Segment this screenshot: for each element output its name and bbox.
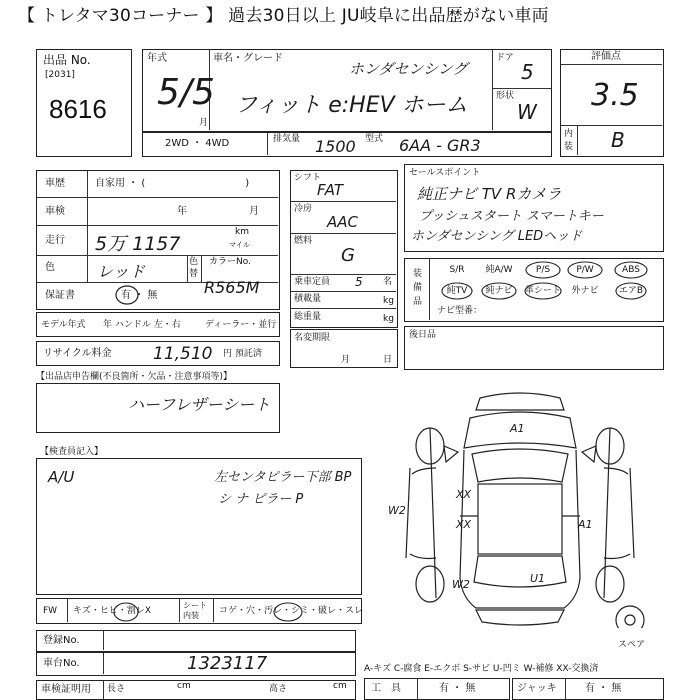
fw-seat-items: コゲ・穴・汚レ・シミ・破レ・スレ xyxy=(219,606,364,616)
shift-value: FAT xyxy=(317,181,344,199)
model-year-label: モデル年式 xyxy=(41,320,86,330)
rename-day: 日 xyxy=(383,355,393,365)
recycle-unit: 円 預託済 xyxy=(223,349,262,359)
cert-cm-2: cm xyxy=(333,681,347,691)
gross-unit: kg xyxy=(383,314,394,324)
later-docs-box xyxy=(404,326,664,370)
chassis-value: 1323117 xyxy=(187,653,268,674)
tools-label: 工 具 xyxy=(371,683,401,694)
spec-row xyxy=(142,132,552,157)
sales-points-box xyxy=(404,164,664,252)
tools-value: 有 ・ 無 xyxy=(439,683,476,694)
type-label: 型式 xyxy=(365,134,384,144)
mark-u1-bottom: U1 xyxy=(530,572,546,585)
equip-aw: 純A/W xyxy=(485,265,513,275)
warranty-value: 有 ・ 無 xyxy=(121,290,158,301)
lot-number: 8616 xyxy=(49,94,107,124)
chassis-label: 車台No. xyxy=(43,658,80,669)
ac-value: AAC xyxy=(327,213,358,231)
model-grade: ホンダセンシング xyxy=(349,60,468,78)
fw-seat-1: シート xyxy=(183,601,207,610)
doors-value: 5 xyxy=(521,60,534,84)
warranty-circle xyxy=(112,284,142,306)
interior-label-2: 装 xyxy=(564,142,574,152)
equip-ps: P/S xyxy=(535,265,551,275)
mileage-unit-km: km xyxy=(235,227,249,237)
registration-label: 登録No. xyxy=(43,635,80,646)
sales-point-2: プッシュスタート スマートキー xyxy=(419,209,604,224)
cert-cm-1: cm xyxy=(177,681,191,691)
recycle-value: 11,510 xyxy=(153,344,213,364)
inspector-line-1: 左センタピラー下部 BP xyxy=(214,470,352,485)
equip-ext-nav: 外ナビ xyxy=(571,286,599,296)
equipment-label-1: 装 xyxy=(413,269,423,279)
color-code-value: R565M xyxy=(204,278,260,297)
mileage-value: 5万 1157 xyxy=(95,233,181,255)
equip-airbag: エアB xyxy=(618,286,644,296)
equip-nav: 純ナビ xyxy=(485,286,513,296)
header-banner xyxy=(0,0,700,32)
cert-row xyxy=(36,680,356,700)
load-unit: kg xyxy=(383,296,394,306)
damage-legend: A-キズ C-腐食 E-エクボ S-サビ U-凹ミ W-補修 XX-交換済 xyxy=(364,664,599,674)
rename-label: 名変期限 xyxy=(294,333,331,343)
history-value: 自家用 ・ ( ) xyxy=(95,178,250,189)
recycle-row xyxy=(36,341,280,366)
color-swap-2: 替 xyxy=(189,269,199,279)
jack-row xyxy=(512,678,664,700)
model-year-row xyxy=(36,312,280,337)
score-value: 3.5 xyxy=(591,78,639,113)
mark-w2-bottom: W2 xyxy=(452,578,470,591)
inspector-line-2: シ ナ ピラー P xyxy=(218,492,304,507)
vehicle-box xyxy=(142,49,552,132)
ac-label: 冷房 xyxy=(294,204,313,214)
color-swap-1: 色 xyxy=(189,257,199,267)
inspector-label: 【検査員記入】 xyxy=(40,447,104,457)
equipment-label-3: 品 xyxy=(413,297,423,307)
equipment-box xyxy=(404,258,664,322)
model-name: フィット e:HEV ホーム xyxy=(235,93,468,118)
model-year-dealer: ディーラー・並行 xyxy=(205,320,277,330)
header-title: 【 トレタマ30コーナー 】 過去30日以上 JU岐阜に出品歴がない車両 xyxy=(18,6,549,26)
seller-notes-value: ハーフレザーシート xyxy=(128,395,271,414)
capacity-value: 5 xyxy=(355,275,363,289)
jack-value: 有 ・ 無 xyxy=(585,683,622,694)
mileage-label: 走行 xyxy=(45,235,65,246)
mark-a1-right: A1 xyxy=(578,518,593,531)
year-unit: 月 xyxy=(199,118,209,128)
type-value: 6AA - GR3 xyxy=(399,136,481,155)
warranty-label: 保証書 xyxy=(45,290,75,301)
fw-seat-circle xyxy=(270,600,310,624)
drive-label: 2WD ・ 4WD xyxy=(165,138,230,149)
interior-value: B xyxy=(611,128,625,152)
fw-label: FW xyxy=(43,606,58,616)
mark-w2-left: W2 xyxy=(388,504,406,517)
model-label: 車名・グレード xyxy=(213,53,283,64)
shape-label: 形状 xyxy=(496,91,515,101)
model-year-handle: 年 ハンドル 左・右 xyxy=(103,320,181,330)
score-label: 評価点 xyxy=(591,51,621,62)
color-label: 色 xyxy=(45,262,55,273)
inspection-year: 年 xyxy=(177,206,187,217)
fuel-value: G xyxy=(341,245,355,266)
gross-label: 総重量 xyxy=(294,312,322,322)
capacity-unit: 名 xyxy=(383,277,393,287)
equip-nav-model: ナビ型番： xyxy=(437,306,483,316)
equip-abs: ABS xyxy=(622,265,640,275)
cert-height: 高さ xyxy=(269,684,288,694)
mileage-unit-mile: マイル xyxy=(229,241,250,249)
sales-point-3: ホンダセンシング LEDヘッド xyxy=(411,229,583,244)
cert-label: 車検証明用 xyxy=(41,684,91,695)
interior-label-1: 内 xyxy=(564,129,574,139)
cert-length: 長さ xyxy=(107,684,126,694)
registration-row xyxy=(36,630,356,652)
mid-info-table xyxy=(290,170,398,328)
rename-month: 月 xyxy=(341,355,351,365)
mark-xx-2: XX xyxy=(456,518,472,531)
capacity-label: 乗車定員 xyxy=(294,277,331,287)
sales-point-1: 純正ナビ TV Rカメラ xyxy=(417,185,562,203)
inspection-month: 月 xyxy=(249,206,259,217)
equip-leather: 革シート xyxy=(524,286,561,296)
equip-tv: 純TV xyxy=(446,286,468,296)
year-label: 年式 xyxy=(147,53,167,64)
rename-box xyxy=(290,329,398,368)
later-docs-label: 後日品 xyxy=(409,330,437,340)
displacement-label: 排気量 xyxy=(273,134,301,144)
shift-label: シフト xyxy=(294,173,322,183)
fw-circles xyxy=(104,600,264,624)
spare-label: スペア xyxy=(618,640,646,650)
history-label: 車歴 xyxy=(45,178,65,189)
equipment-circles xyxy=(405,259,663,319)
sales-points-label: セールスポイント xyxy=(409,168,481,178)
recycle-label: リサイクル料金 xyxy=(43,348,112,359)
fuel-label: 燃料 xyxy=(294,236,313,246)
inspection-label: 車検 xyxy=(45,206,65,217)
fw-items: キズ・ヒビ・割レX xyxy=(73,606,151,616)
fw-seat-2: 内装 xyxy=(183,611,199,620)
equip-sr: S/R xyxy=(449,265,465,275)
equip-pw: P/W xyxy=(576,265,594,275)
lot-box xyxy=(36,49,132,157)
lot-sub: [2031] xyxy=(45,70,75,80)
tools-row xyxy=(364,678,510,700)
seller-notes-label: 【出品店申告欄(不良箇所・欠品・注意事項等)】 xyxy=(36,372,233,382)
lot-label: 出品 No. xyxy=(43,53,91,67)
jack-label: ジャッキ xyxy=(517,683,557,694)
doors-label: ドア xyxy=(496,53,514,63)
year-value: 5/5 xyxy=(157,72,215,113)
mark-xx-1: XX xyxy=(456,488,472,501)
equipment-label-2: 備 xyxy=(413,283,423,293)
color-code-label: カラーNo. xyxy=(209,257,251,267)
shape-value: W xyxy=(517,100,537,124)
color-value: レッド xyxy=(97,262,145,281)
load-label: 積載量 xyxy=(294,294,322,304)
mark-a1-top: A1 xyxy=(510,422,525,435)
inspector-left: A/U xyxy=(48,468,75,486)
displacement-value: 1500 xyxy=(315,137,356,156)
score-box xyxy=(560,49,664,157)
chassis-row xyxy=(36,652,356,676)
